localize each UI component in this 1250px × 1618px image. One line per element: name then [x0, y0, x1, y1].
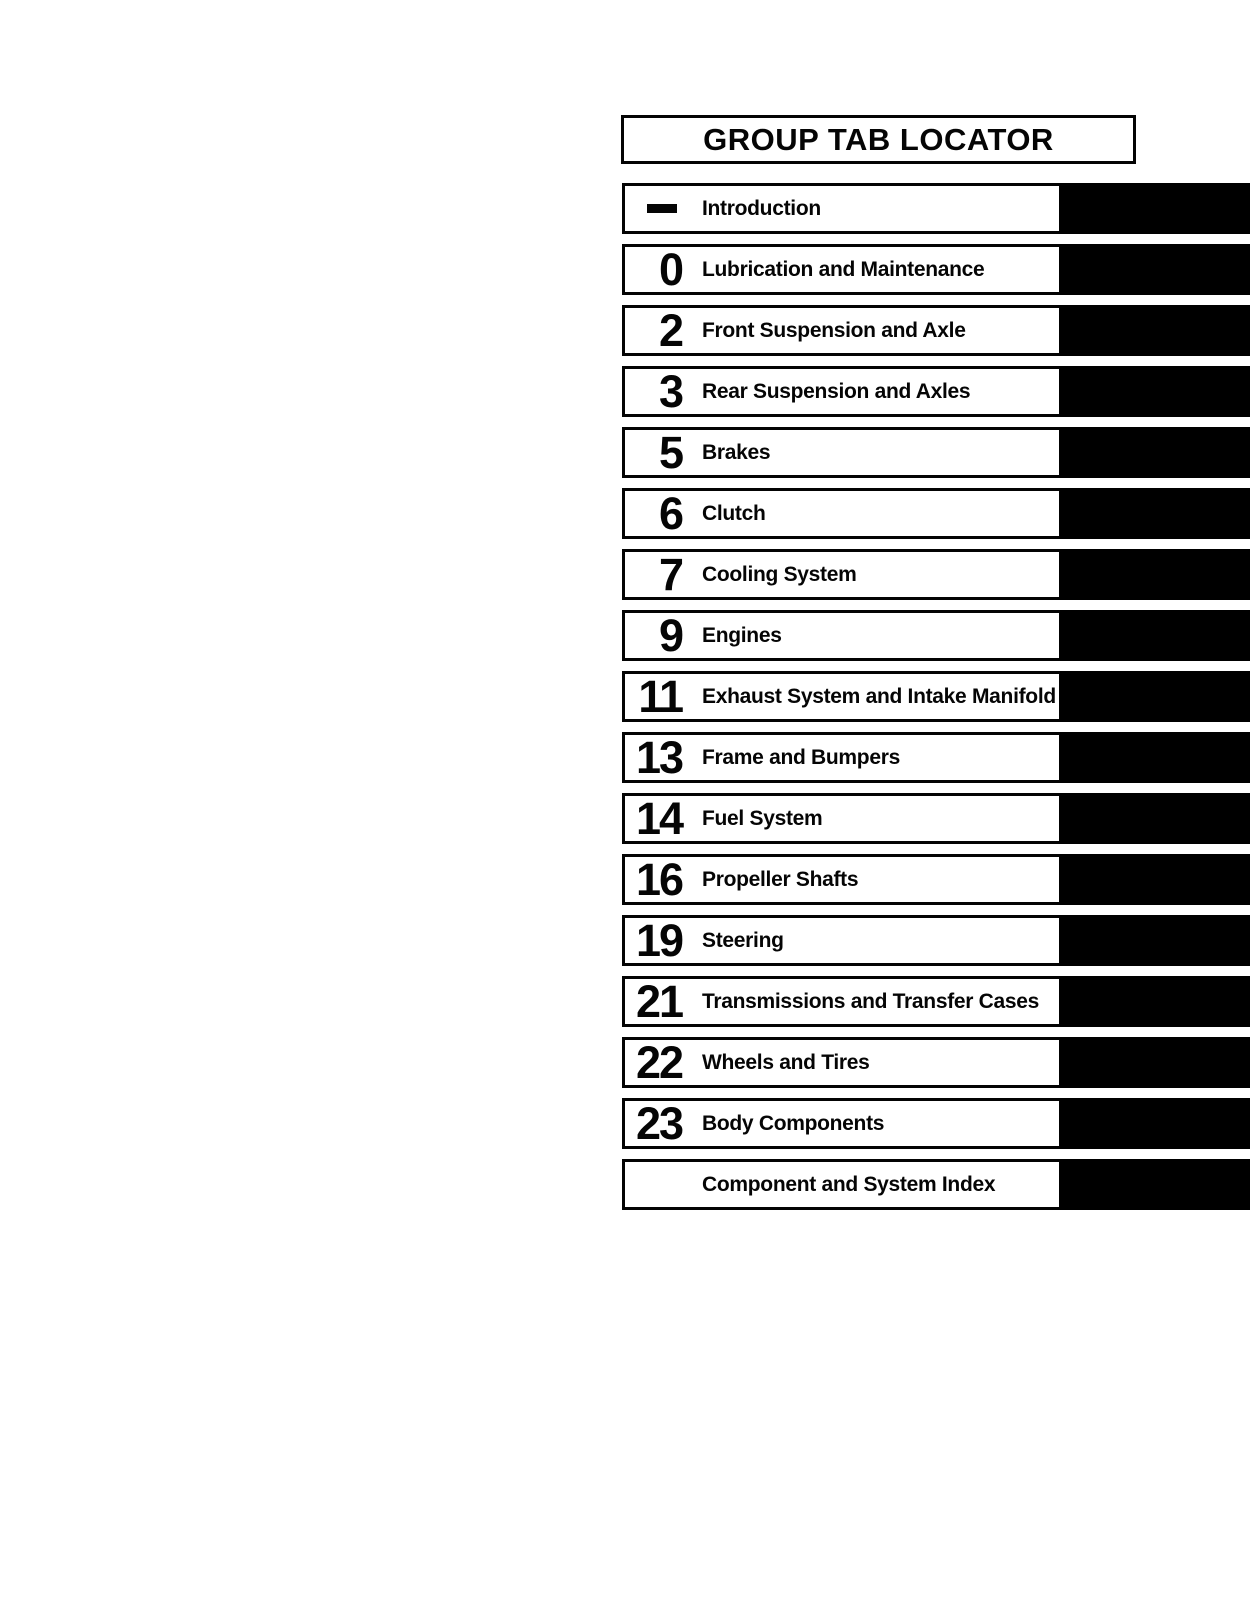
group-tab-row: [622, 1159, 1250, 1210]
group-label: Introduction: [702, 196, 821, 220]
group-tab-marker: [1060, 488, 1250, 539]
group-tab-marker: [1060, 671, 1250, 722]
group-box: [622, 1159, 1062, 1210]
group-tab-marker: [1060, 183, 1250, 234]
group-box: [622, 671, 1062, 722]
group-box: [622, 915, 1062, 966]
group-label: Lubrication and Maintenance: [702, 257, 985, 281]
group-tab-row: [622, 732, 1250, 783]
group-number: [625, 186, 682, 231]
group-number: 11: [638, 671, 682, 722]
group-tab-row: [622, 671, 1250, 722]
group-tab-row: [622, 244, 1250, 295]
group-number: 14: [635, 793, 682, 844]
page-title: GROUP TAB LOCATOR: [703, 121, 1054, 157]
group-tab-row: [622, 1098, 1250, 1149]
group-tab-marker: [1060, 549, 1250, 600]
group-number: 19: [635, 915, 682, 966]
group-tab-marker: [1060, 976, 1250, 1027]
group-tab-list: [622, 183, 1250, 1220]
group-tab-marker: [1060, 305, 1250, 356]
group-label: Cooling System: [702, 562, 857, 586]
group-number: 21: [635, 976, 682, 1027]
group-number: 5: [658, 427, 682, 478]
group-label: Steering: [702, 928, 784, 952]
group-tab-row: [622, 305, 1250, 356]
group-box: [622, 1098, 1062, 1149]
group-label: Engines: [702, 623, 782, 647]
group-box: [622, 183, 1062, 234]
group-box: [622, 732, 1062, 783]
group-box: [622, 549, 1062, 600]
group-number: 3: [658, 366, 682, 417]
group-number: 7: [658, 549, 682, 600]
group-tab-marker: [1060, 1098, 1250, 1149]
page-title-box: [621, 115, 1136, 164]
group-label: Wheels and Tires: [702, 1050, 870, 1074]
group-label: Brakes: [702, 440, 771, 464]
group-label: Front Suspension and Axle: [702, 318, 966, 342]
group-number: 22: [635, 1037, 682, 1088]
group-tab-marker: [1060, 610, 1250, 661]
group-number: 9: [658, 610, 682, 661]
dash-icon: [647, 204, 677, 213]
group-tab-row: [622, 183, 1250, 234]
group-number: [625, 1162, 682, 1207]
group-box: [622, 488, 1062, 539]
group-box: [622, 793, 1062, 844]
group-tab-row: [622, 793, 1250, 844]
group-tab-marker: [1060, 854, 1250, 905]
group-box: [622, 610, 1062, 661]
group-box: [622, 305, 1062, 356]
group-number: 0: [658, 244, 682, 295]
group-number: 13: [635, 732, 682, 783]
group-tab-marker: [1060, 732, 1250, 783]
group-tab-row: [622, 854, 1250, 905]
group-tab-marker: [1060, 427, 1250, 478]
group-label: Body Components: [702, 1111, 885, 1135]
group-box: [622, 366, 1062, 417]
group-box: [622, 244, 1062, 295]
group-label: Transmissions and Transfer Cases: [702, 989, 1040, 1013]
group-box: [622, 427, 1062, 478]
group-tab-row: [622, 366, 1250, 417]
group-tab-marker: [1060, 793, 1250, 844]
group-number: 16: [635, 854, 682, 905]
group-label: Rear Suspension and Axles: [702, 379, 971, 403]
group-tab-row: [622, 488, 1250, 539]
group-tab-row: [622, 427, 1250, 478]
group-tab-marker: [1060, 1037, 1250, 1088]
group-label: Fuel System: [702, 806, 823, 830]
group-tab-marker: [1060, 244, 1250, 295]
group-label: Exhaust System and Intake Manifold: [702, 684, 1056, 708]
group-label: Frame and Bumpers: [702, 745, 900, 769]
group-label: Propeller Shafts: [702, 867, 859, 891]
group-number: 23: [635, 1098, 682, 1149]
group-tab-row: [622, 549, 1250, 600]
group-tab-row: [622, 915, 1250, 966]
group-tab-marker: [1060, 366, 1250, 417]
group-box: [622, 854, 1062, 905]
group-number: 2: [658, 305, 682, 356]
group-tab-marker: [1060, 915, 1250, 966]
group-box: [622, 1037, 1062, 1088]
group-label: Component and System Index: [702, 1172, 996, 1196]
group-tab-marker: [1060, 1159, 1250, 1210]
group-label: Clutch: [702, 501, 766, 525]
group-box: [622, 976, 1062, 1027]
group-tab-row: [622, 976, 1250, 1027]
group-tab-row: [622, 610, 1250, 661]
group-tab-row: [622, 1037, 1250, 1088]
group-number: 6: [658, 488, 682, 539]
